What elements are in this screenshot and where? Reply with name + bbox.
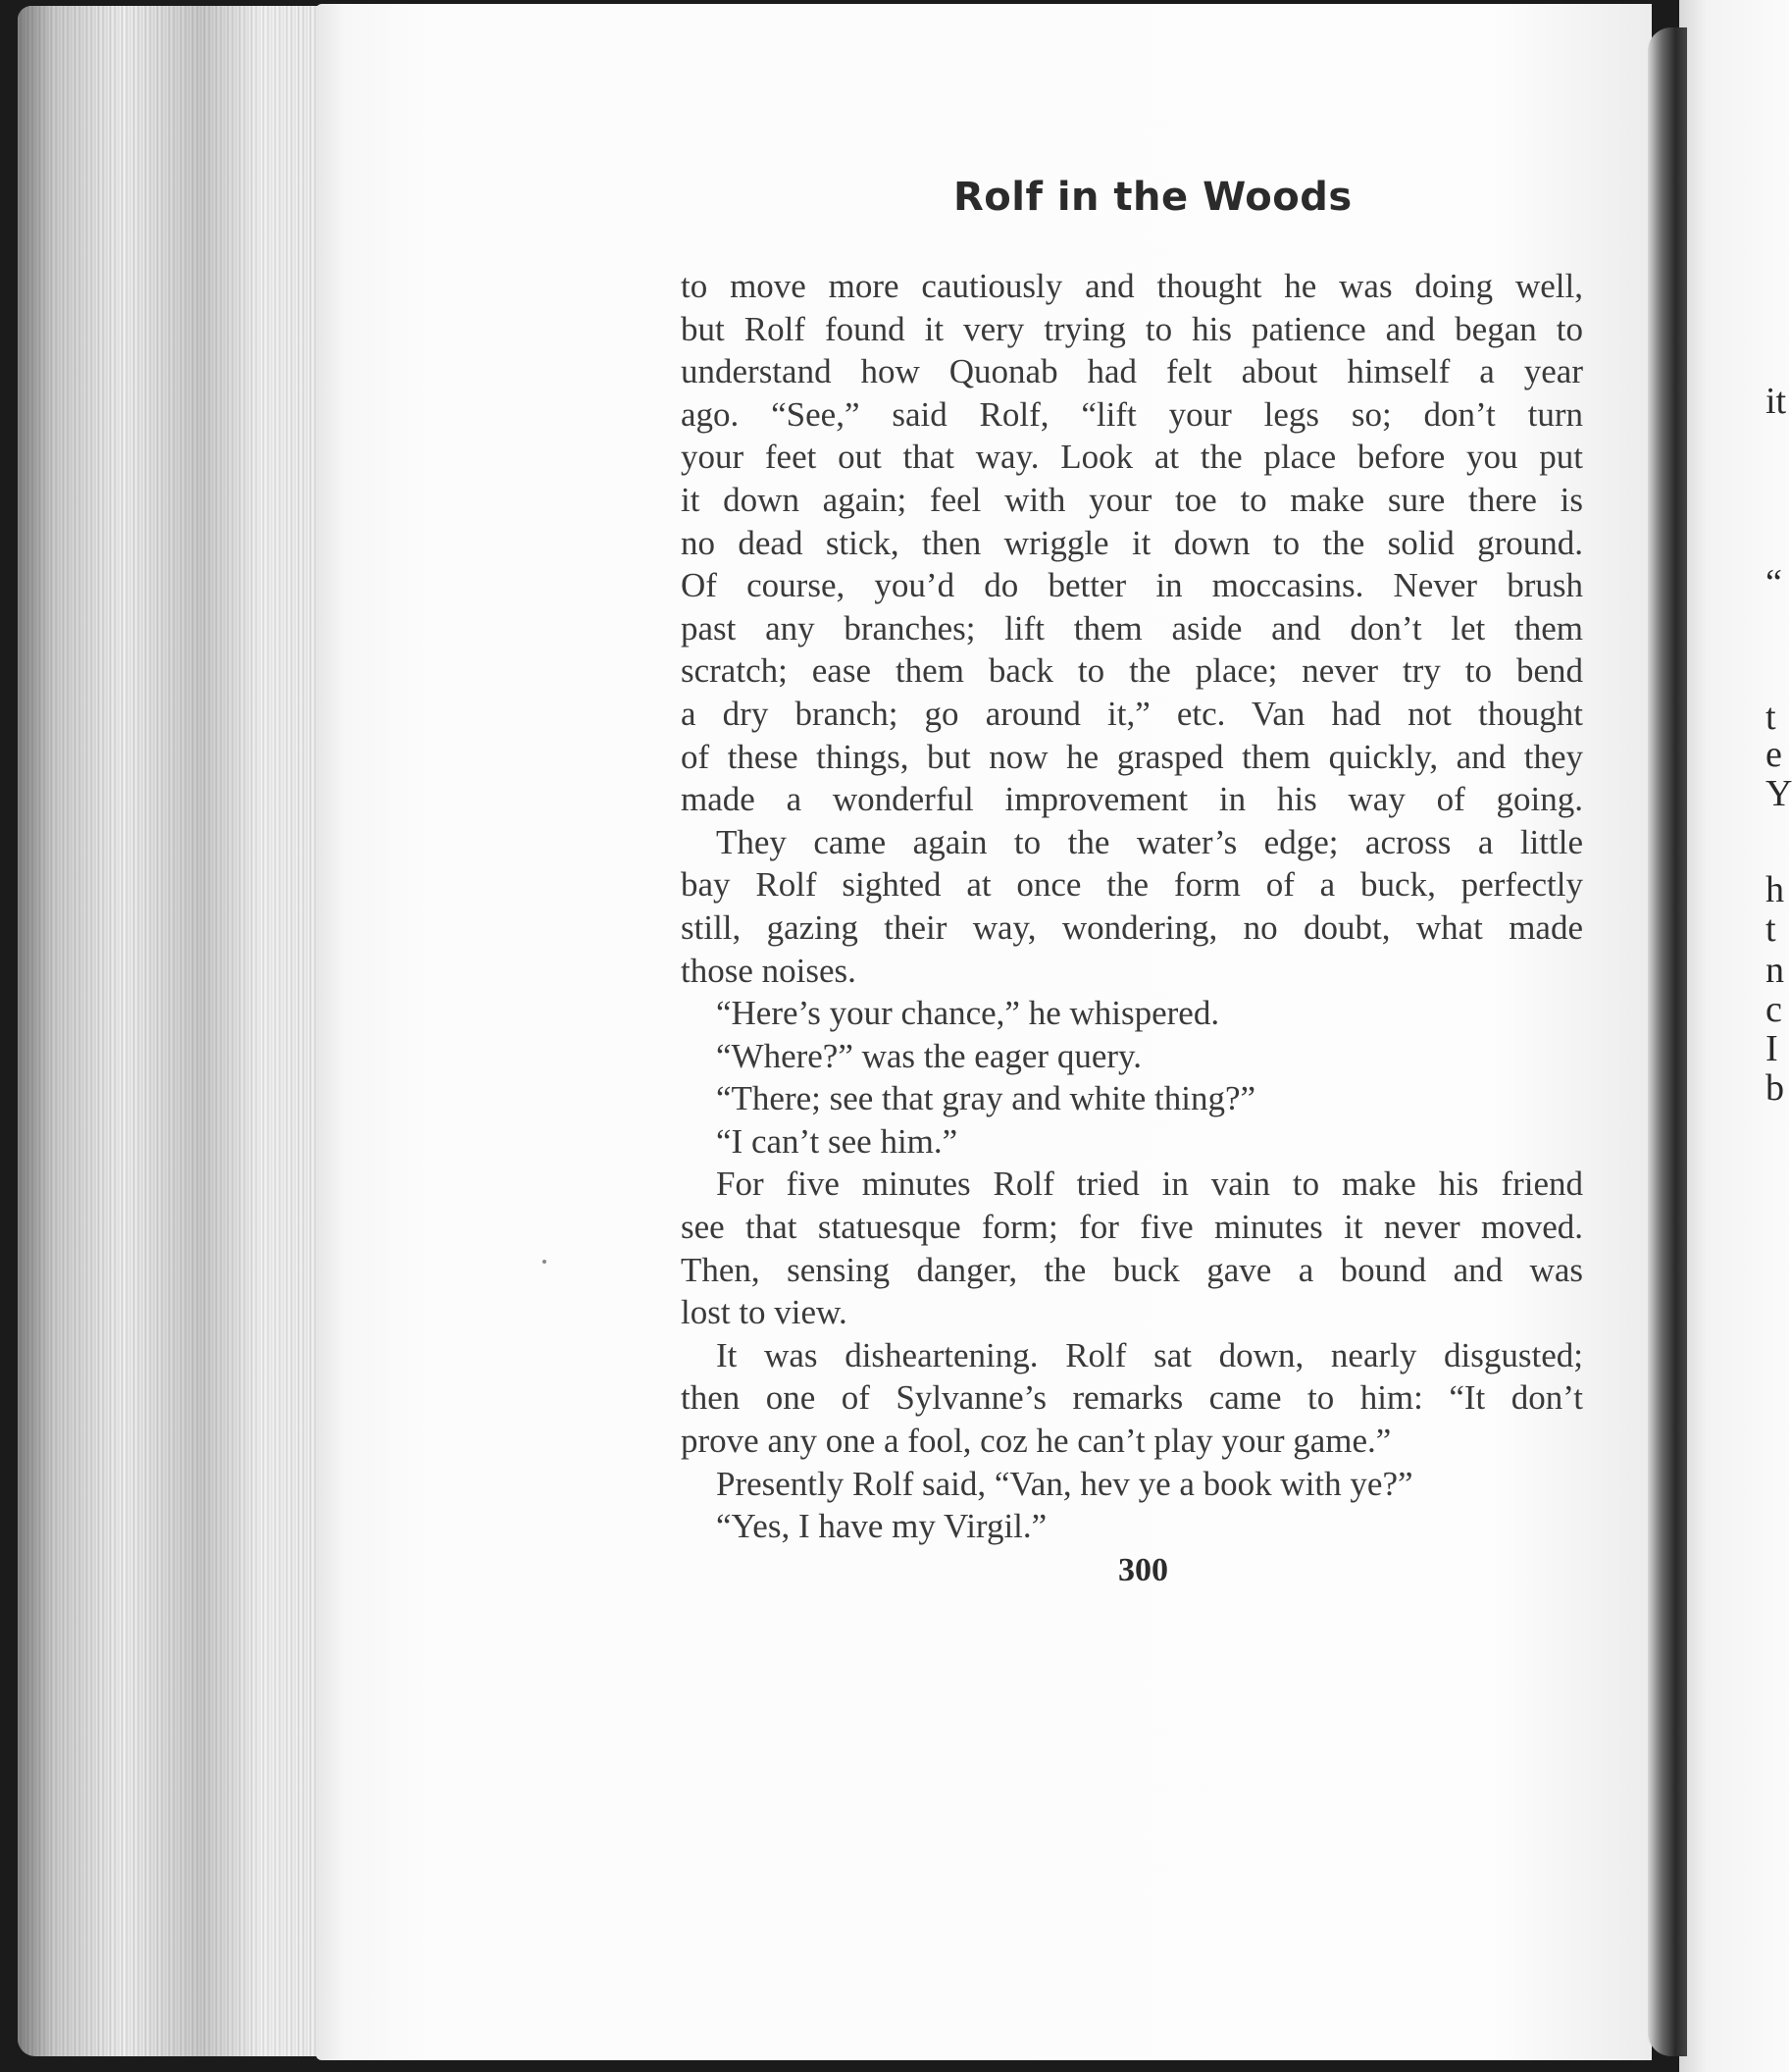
text-line: ago. “See,” said Rolf, “lift your legs so; don’t turn (681, 394, 1583, 434)
text-line: a dry branch; go around it,” etc. Van had not thought (681, 694, 1583, 733)
facing-page-fragment: b (1766, 1067, 1784, 1109)
text-line: bay Rolf sighted at once the form of a buck, perfectly (681, 865, 1583, 905)
running-head: Rolf in the Woods (953, 175, 1353, 220)
facing-page-fragment: t (1766, 908, 1776, 950)
text-line: made a wonderful improvement in his way of going. (681, 780, 1583, 819)
text-line: no dead stick, then wriggle it down to the solid ground. (681, 523, 1583, 562)
facing-page-fragment: “ (1766, 562, 1782, 603)
page-fore-edge-shadow (18, 6, 324, 2056)
paper-speck (542, 1260, 546, 1264)
text-line: your feet out that way. Look at the place before you put (681, 438, 1583, 477)
text-line: of these things, but now he grasped them quickly, and they (681, 737, 1583, 776)
facing-page-fragment: it (1766, 381, 1787, 422)
text-line: “Yes, I have my Virgil.” (716, 1507, 1048, 1546)
text-line: see that statuesque form; for five minutes it never moved. (681, 1208, 1583, 1247)
facing-page-fragment: n (1766, 950, 1784, 991)
text-line: past any branches; lift them aside and don’t let them (681, 608, 1583, 648)
text-line: those noises. (681, 951, 856, 990)
text-line: scratch; ease them back to the place; never try to bend (681, 651, 1583, 691)
text-line: “I can’t see him.” (716, 1121, 958, 1161)
text-line: Then, sensing danger, the buck gave a bound and was (681, 1250, 1583, 1289)
body-text (681, 265, 1583, 1548)
text-line: to move more cautiously and thought he was doing well, (681, 267, 1583, 305)
text-line: “There; see that gray and white thing?” (716, 1079, 1256, 1118)
text-line: Presently Rolf said, “Van, hev ye a book with ye?” (716, 1464, 1413, 1503)
text-line: lost to view. (681, 1293, 847, 1332)
page-number: 300 (1118, 1552, 1168, 1588)
facing-page-fragment: t (1766, 697, 1776, 738)
text-line: then one of Sylvanne’s remarks came to him: “It don’t (681, 1378, 1583, 1418)
facing-page-fragment: c (1766, 989, 1782, 1030)
text-line: prove any one a fool, coz he can’t play your game.” (681, 1422, 1392, 1461)
facing-page-fragment: Y (1766, 773, 1792, 814)
facing-page-fragment: h (1766, 869, 1784, 910)
text-line: understand how Quonab had felt about himself a year (681, 352, 1583, 391)
text-line: “Where?” was the eager query. (716, 1036, 1142, 1075)
text-line: but Rolf found it very trying to his patience and began to (681, 309, 1583, 348)
book-gutter (1648, 27, 1687, 2056)
facing-page-fragment: I (1766, 1028, 1778, 1069)
text-line: They came again to the water’s edge; across a little (716, 822, 1583, 861)
text-line: “Here’s your chance,” he whispered. (716, 994, 1220, 1033)
facing-page-fragment: e (1766, 734, 1782, 775)
text-line: still, gazing their way, wondering, no doubt, what made (681, 907, 1583, 947)
text-line: Of course, you’d do better in moccasins. Never brush (681, 566, 1583, 605)
text-line: It was disheartening. Rolf sat down, nearly disgusted; (716, 1335, 1583, 1374)
text-line: For five minutes Rolf tried in vain to make his friend (716, 1165, 1583, 1204)
text-line: it down again; feel with your toe to make sure there is (681, 480, 1583, 519)
